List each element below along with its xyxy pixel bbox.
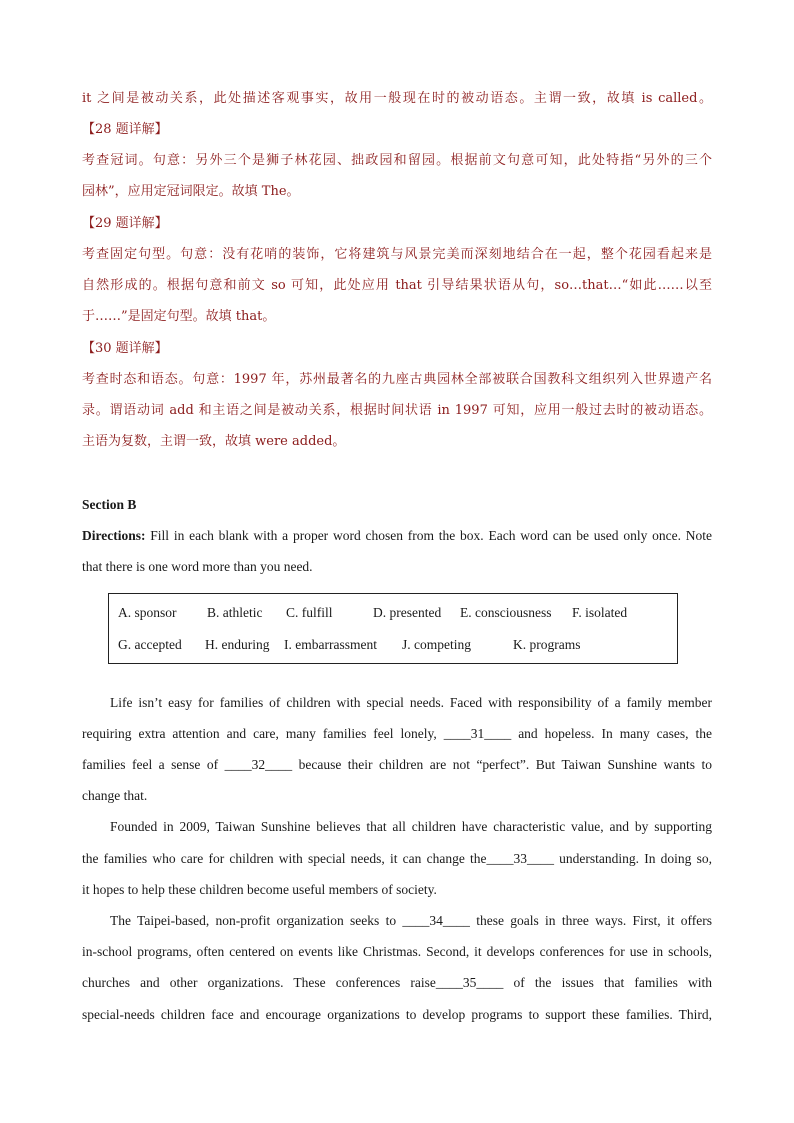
word-option: A. sponsor (118, 605, 177, 620)
word-option: D. presented (373, 605, 442, 620)
q29-explanation-line: 自然形成的。根据句意和前文 so 可知，此处应用 that 引导结果状语从句，so…that…“如此……以至 (82, 278, 712, 293)
word-option: E. consciousness (460, 605, 552, 620)
q29-explanation-line: 考查固定句型。句意：没有花哨的装饰，它将建筑与风景完美而深刻地结合在一起，整个花园看起来是 (82, 247, 712, 262)
directions-line: that there is one word more than you need. (82, 559, 313, 574)
passage-line: Life isn’t easy for families of children with special needs. Faced with responsibility of a family member (110, 695, 712, 710)
passage-line: The Taipei-based, non-profit organization seeks to ____34____ these goals in three ways. First, it offers (110, 913, 712, 928)
directions-text: Fill in each blank with a proper word chosen from the box. Each word can be used only once. Note (145, 528, 712, 543)
word-option: I. embarrassment (284, 637, 377, 652)
passage-line: families feel a sense of ____32____ because their children are not “perfect”. But Taiwan Sunshine wants to (82, 757, 712, 772)
word-box (108, 593, 678, 664)
word-option: B. athletic (207, 605, 263, 620)
passage-line: change that. (82, 788, 148, 803)
q29-explanation-line: 于……”是固定句型。故填 that。 (82, 309, 276, 324)
word-option: K. programs (513, 637, 581, 652)
section-title: Section B (82, 497, 137, 512)
passage-line: Founded in 2009, Taiwan Sunshine believes that all children have characteristic value, and by supporting (110, 819, 712, 834)
word-option: C. fulfill (286, 605, 333, 620)
q28-explanation-line: 考查冠词。句意：另外三个是狮子林花园、拙政园和留园。根据前文句意可知，此处特指“另外的三个 (82, 153, 712, 168)
word-option: H. enduring (205, 637, 270, 652)
q28-explanation-line: 园林”，应用定冠词限定。故填 The。 (82, 184, 300, 199)
q27-explanation-tail: it 之间是被动关系，此处描述客观事实，故用一般现在时的被动语态。主谓一致，故填 is called。 (82, 91, 712, 106)
q30-explanation-line: 考查时态和语态。句意：1997 年，苏州最著名的九座古典园林全部被联合国教科文组织列入世界遗产名 (82, 372, 712, 387)
passage-line: the families who care for children with special needs, it can change the____33____ understanding. In doing so, (82, 851, 712, 866)
q30-explanation-line: 主语为复数，主谓一致，故填 were added。 (82, 434, 346, 449)
word-option: G. accepted (118, 637, 182, 652)
q28-heading: 【28 题详解】 (82, 122, 168, 137)
passage-line: in-school programs, often centered on events like Christmas. Second, it develops conferences for use in schools, (82, 944, 712, 959)
passage-line: churches and other organizations. These conferences raise____35____ of the issues that families with (82, 975, 712, 990)
passage-line: it hopes to help these children become useful members of society. (82, 882, 437, 897)
word-option: J. competing (402, 637, 471, 652)
passage-line: special-needs children face and encourage organizations to develop programs to support these families. Third, (82, 1007, 712, 1022)
q30-heading: 【30 题详解】 (82, 341, 168, 356)
directions-line (82, 526, 712, 546)
q30-explanation-line: 录。谓语动词 add 和主语之间是被动关系，根据时间状语 in 1997 可知，应用一般过去时的被动语态。 (82, 403, 712, 418)
word-option: F. isolated (572, 605, 628, 620)
directions-label: Directions: (82, 528, 146, 543)
q29-heading: 【29 题详解】 (82, 216, 168, 231)
passage-line: requiring extra attention and care, many families feel lonely, ____31____ and hopeless. In many cases, the (82, 726, 712, 741)
